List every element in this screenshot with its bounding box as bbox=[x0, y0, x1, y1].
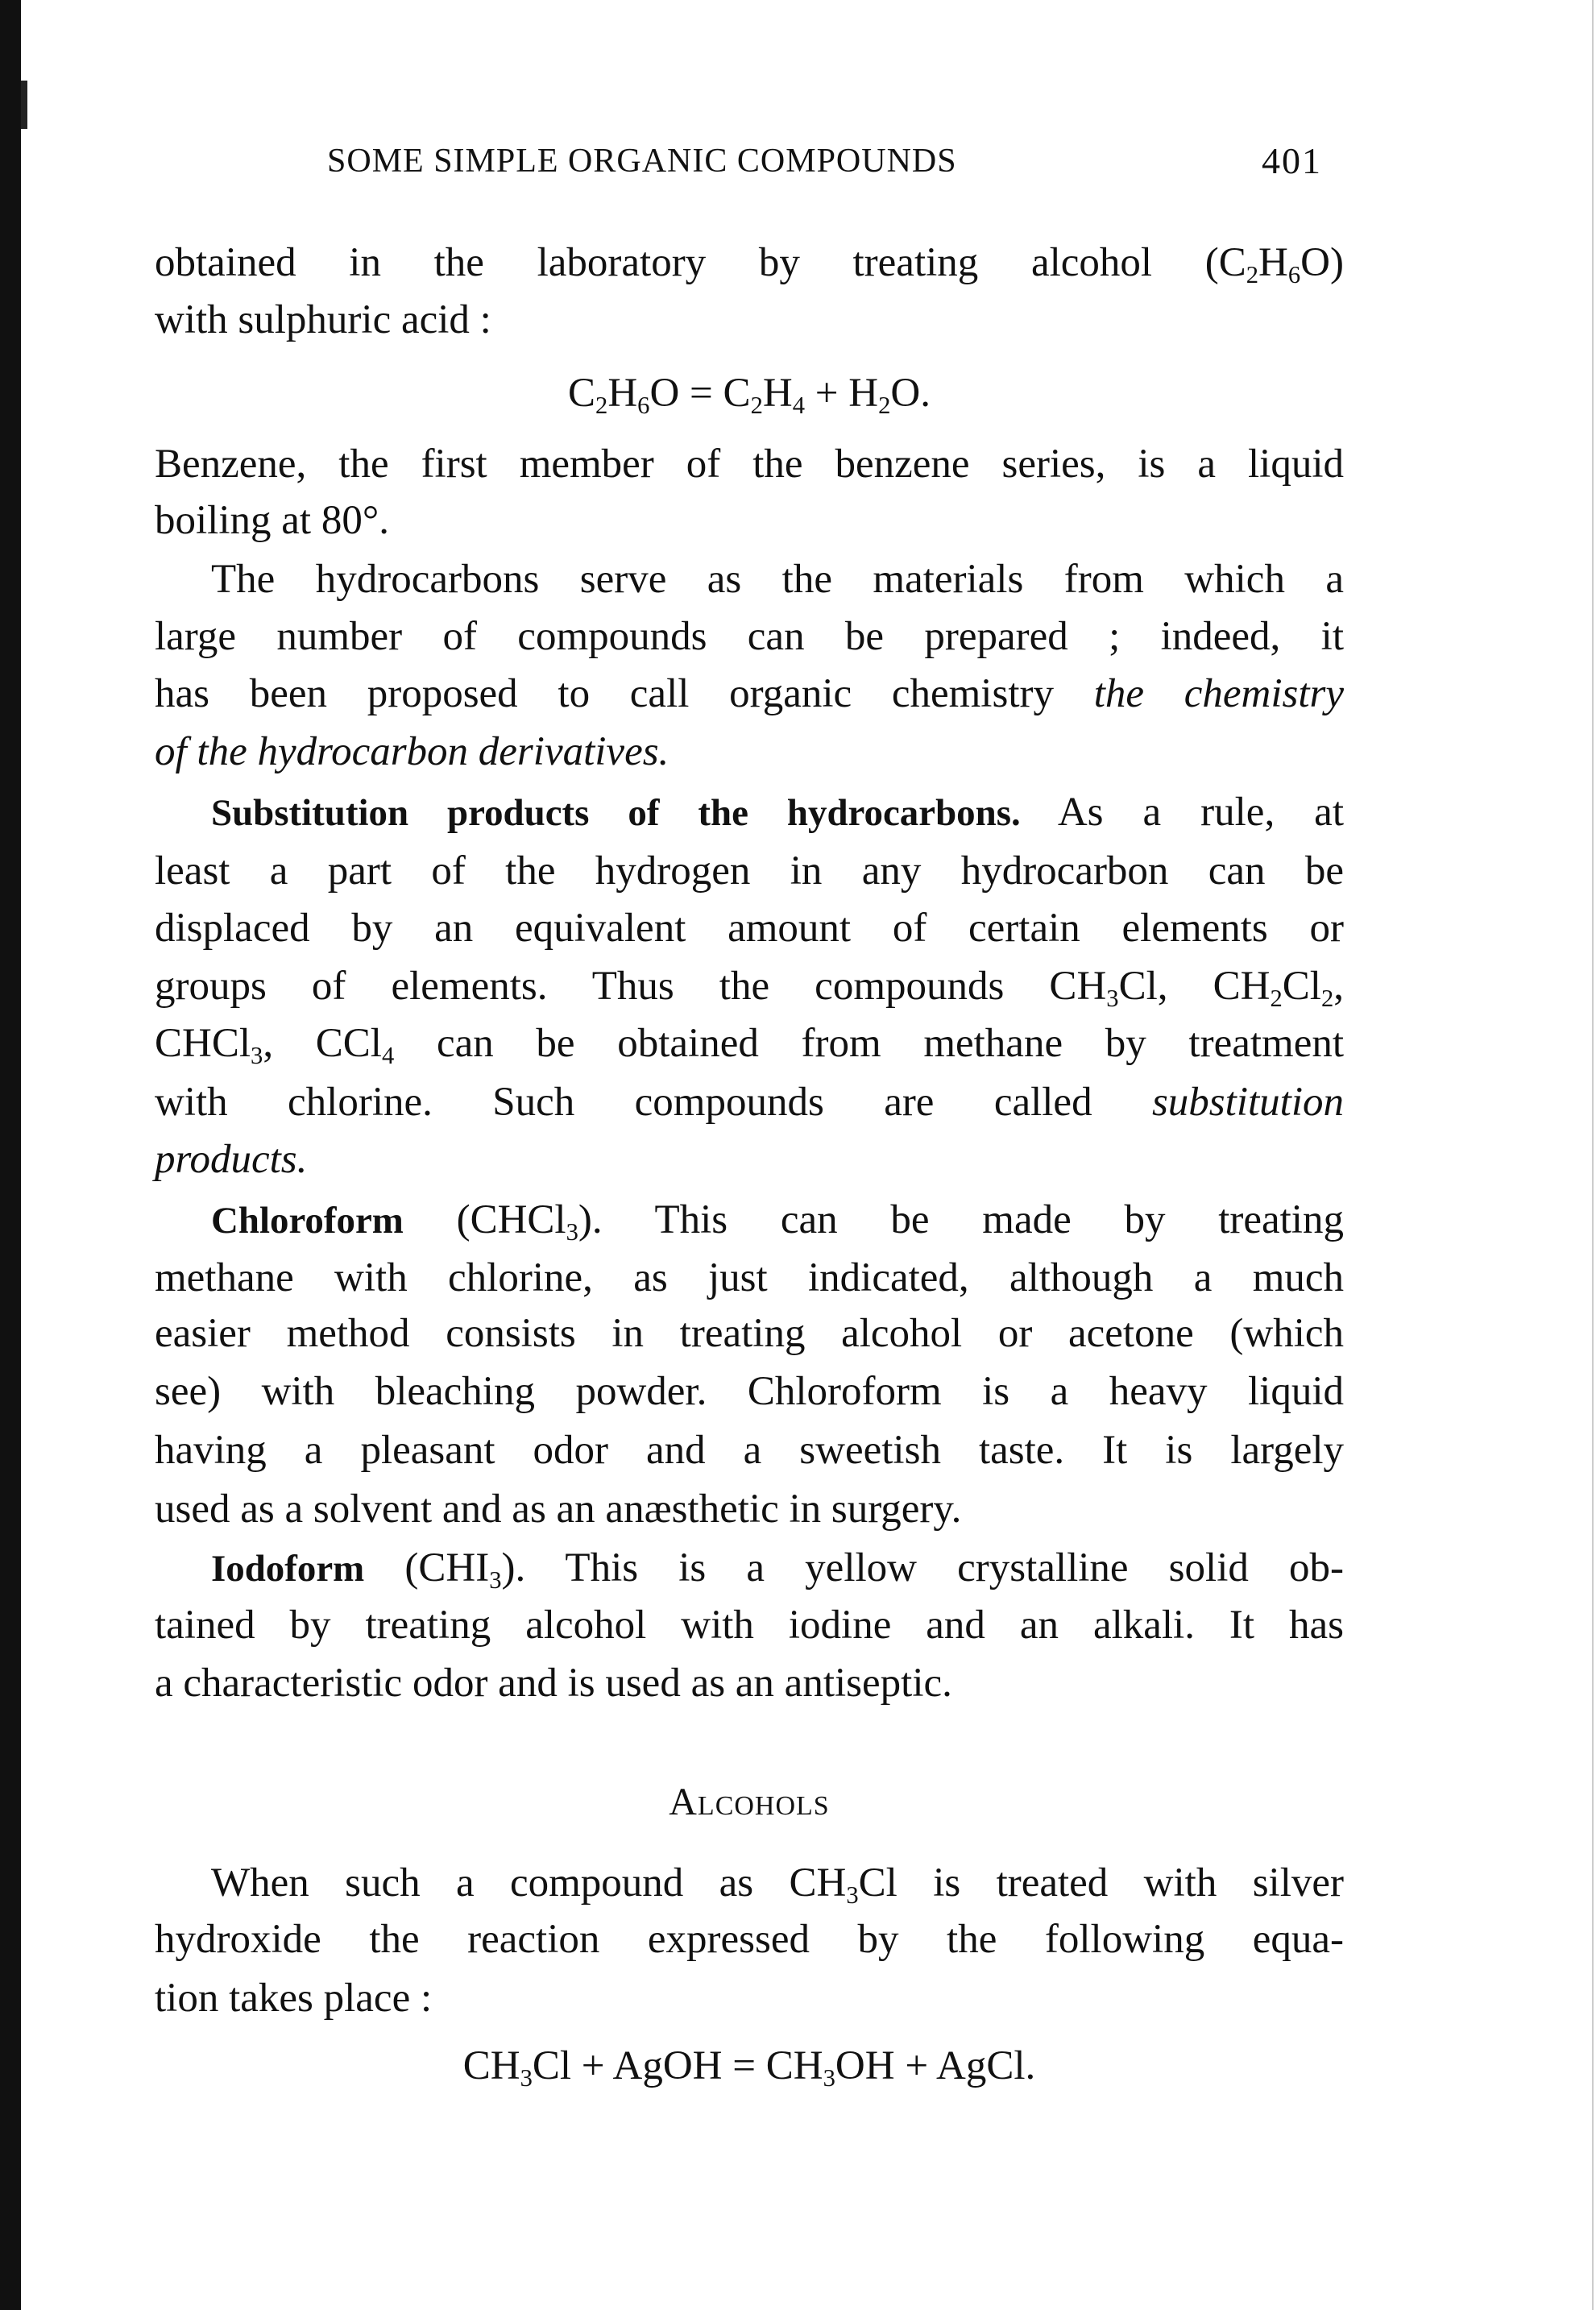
subscript: 3 bbox=[1106, 985, 1119, 1013]
subscript: 2 bbox=[595, 392, 608, 420]
text: tained by treating alcohol with iodine and an alkali. It has bbox=[155, 1603, 1344, 1648]
run-in-heading: Substitution products of the hydrocarbons. bbox=[211, 792, 1021, 834]
text: tion takes place : bbox=[155, 1976, 433, 2021]
text: large number of compounds can be prepared ; indeed, it bbox=[155, 614, 1344, 659]
text: least a part of the hydrogen in any hydrocarbon can be bbox=[155, 848, 1344, 894]
subscript: 6 bbox=[637, 392, 650, 420]
subscript: 2 bbox=[1246, 261, 1259, 289]
text: H bbox=[607, 371, 638, 416]
subscript: 3 bbox=[823, 2064, 835, 2092]
text: Cl + AgOH = CH bbox=[532, 2043, 823, 2088]
text-line bbox=[155, 435, 1344, 493]
italic-text: of the hydrocarbon derivatives. bbox=[155, 729, 669, 774]
text-line bbox=[155, 1969, 1344, 2027]
equation bbox=[155, 2037, 1344, 2095]
scan-right-edge bbox=[1592, 0, 1594, 2310]
text: with chlorine. Such compounds are called bbox=[155, 1080, 1152, 1125]
text: , CCl bbox=[263, 1021, 382, 1066]
text: C bbox=[568, 371, 596, 416]
subscript: 2 bbox=[1320, 985, 1334, 1013]
scan-binding-edge bbox=[0, 0, 21, 2310]
text-line bbox=[155, 234, 1344, 292]
text: Cl is treated with silver bbox=[858, 1860, 1344, 1906]
text-line bbox=[211, 1191, 1344, 1249]
italic-text: the chemistry bbox=[1093, 671, 1344, 716]
text-line bbox=[155, 1654, 1344, 1712]
text: O. bbox=[890, 371, 931, 416]
text: When such a compound as CH bbox=[211, 1860, 847, 1906]
text: CH bbox=[462, 2043, 520, 2088]
subscript: 3 bbox=[251, 1042, 263, 1070]
text: ). This can be made by treating bbox=[578, 1197, 1344, 1242]
text-line bbox=[155, 491, 1344, 550]
text-line bbox=[155, 899, 1344, 957]
text: (CHCl bbox=[403, 1197, 566, 1242]
page-number: 401 bbox=[1262, 140, 1322, 181]
subscript: 2 bbox=[878, 392, 891, 420]
subscript: 4 bbox=[792, 392, 806, 420]
text: boiling at 80°. bbox=[155, 498, 389, 543]
run-in-heading: Chloroform bbox=[211, 1200, 404, 1242]
text: Cl bbox=[1282, 964, 1321, 1009]
text: O) bbox=[1300, 240, 1344, 285]
italic-text: substitution bbox=[1151, 1080, 1344, 1125]
subscript: 6 bbox=[1287, 261, 1301, 289]
running-title: SOME SIMPLE ORGANIC COMPOUNDS bbox=[327, 143, 957, 180]
text: see) with bleaching powder. Chloroform is a heavy liquid bbox=[155, 1369, 1344, 1414]
text: As a rule, at bbox=[1020, 790, 1344, 835]
subscript: 2 bbox=[1270, 985, 1283, 1013]
text: having a pleasant odor and a sweetish taste. It is largely bbox=[155, 1428, 1344, 1473]
text-line bbox=[155, 1249, 1344, 1307]
text-line bbox=[155, 723, 1344, 781]
text: (CHI bbox=[364, 1545, 490, 1590]
equation bbox=[155, 364, 1344, 422]
text: groups of elements. Thus the compounds CH bbox=[155, 964, 1107, 1009]
text: CHCl bbox=[155, 1021, 251, 1066]
text: a characteristic odor and is used as an antiseptic. bbox=[155, 1661, 952, 1706]
subscript: 3 bbox=[846, 1881, 859, 1910]
text: has been proposed to call organic chemistry bbox=[155, 671, 1094, 716]
text-line bbox=[155, 1480, 1344, 1538]
text-line bbox=[155, 842, 1344, 900]
subscript: 2 bbox=[750, 392, 763, 420]
text-line bbox=[155, 1073, 1344, 1131]
text: can be obtained from methane by treatment bbox=[394, 1021, 1344, 1066]
text: , bbox=[1333, 964, 1344, 1009]
subscript: 3 bbox=[566, 1218, 578, 1246]
subscript: 4 bbox=[381, 1042, 395, 1070]
text-line bbox=[155, 1910, 1344, 1968]
text: H bbox=[1258, 240, 1288, 285]
text-line bbox=[155, 957, 1344, 1015]
text-line bbox=[211, 1539, 1344, 1597]
section-heading bbox=[155, 1773, 1344, 1831]
text-line bbox=[155, 608, 1344, 666]
text: OH + AgCl. bbox=[835, 2043, 1036, 2088]
scan-binding-mark bbox=[21, 81, 27, 129]
text: O = C bbox=[649, 371, 751, 416]
italic-text: products. bbox=[155, 1137, 308, 1182]
subscript: 3 bbox=[489, 1566, 502, 1595]
text-line bbox=[211, 783, 1344, 841]
text-line bbox=[155, 1362, 1344, 1420]
run-in-heading: Iodoform bbox=[211, 1548, 365, 1590]
text-line bbox=[211, 550, 1344, 608]
text-line bbox=[155, 291, 1344, 349]
text: + H bbox=[805, 371, 879, 416]
text: with sulphuric acid : bbox=[155, 297, 491, 342]
text-line bbox=[211, 1854, 1344, 1912]
text: Alcohols bbox=[669, 1781, 830, 1823]
text-line bbox=[155, 1596, 1344, 1654]
text-line bbox=[155, 1304, 1344, 1362]
text: H bbox=[762, 371, 793, 416]
text: easier method consists in treating alcohol or acetone (which bbox=[155, 1311, 1344, 1356]
text: displaced by an equivalent amount of certain elements or bbox=[155, 906, 1344, 951]
text-line bbox=[155, 1421, 1344, 1479]
text: The hydrocarbons serve as the materials from which a bbox=[211, 557, 1344, 602]
text: Benzene, the first member of the benzene series, is a liquid bbox=[155, 442, 1344, 487]
text: used as a solvent and as an anæsthetic in surgery. bbox=[155, 1487, 962, 1532]
text-line bbox=[155, 1130, 1344, 1188]
text: Cl, CH bbox=[1118, 964, 1271, 1009]
text-line bbox=[155, 1014, 1344, 1072]
text: ). This is a yellow crystalline solid ob- bbox=[501, 1545, 1344, 1590]
text: methane with chlorine, as just indicated, although a much bbox=[155, 1255, 1344, 1300]
text-line bbox=[155, 665, 1344, 723]
text: hydroxide the reaction expressed by the following equa- bbox=[155, 1917, 1344, 1962]
text: obtained in the laboratory by treating alcohol (C bbox=[155, 240, 1246, 285]
subscript: 3 bbox=[520, 2064, 533, 2092]
